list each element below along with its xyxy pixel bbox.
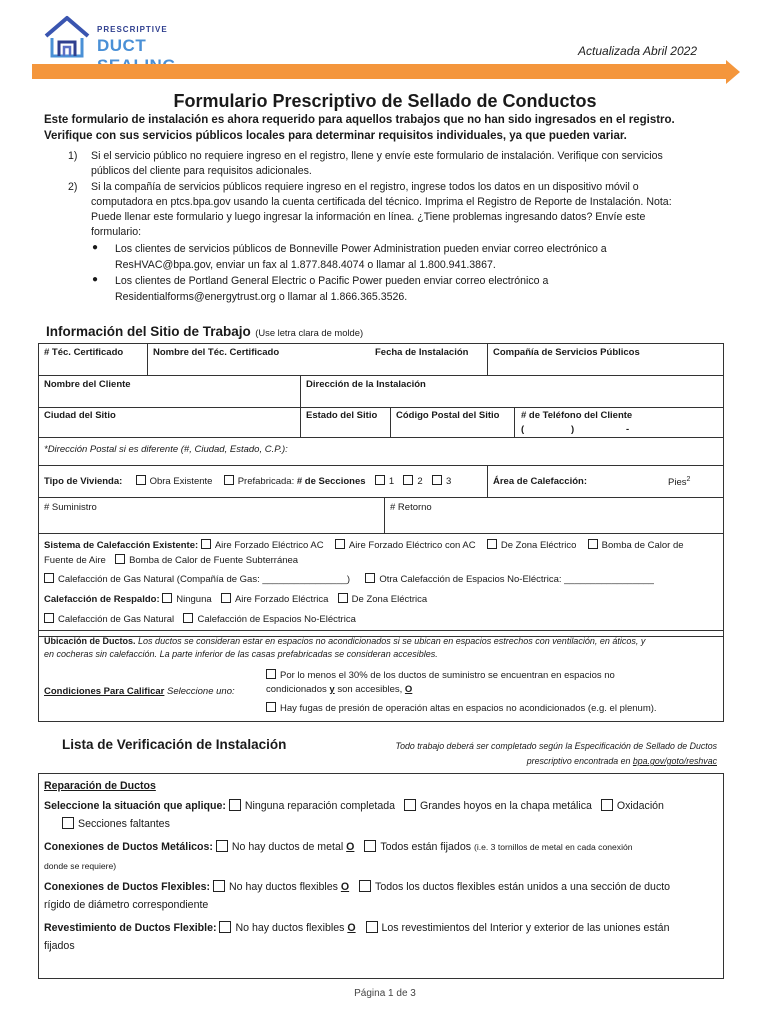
situation-opt1-label: Ninguna reparación completada — [244, 800, 396, 812]
heating-opt1-checkbox[interactable] — [201, 539, 211, 549]
checklist-heading: Lista de Verificación de Instalación — [62, 737, 287, 752]
intro-item-1-b: públicos del cliente para requisitos adicionales. — [91, 165, 312, 177]
site-heading — [46, 323, 363, 341]
heating-row-2 — [44, 554, 298, 566]
updated-date: Actualizada Abril 2022 — [578, 44, 697, 58]
qualify-opt2 — [266, 702, 657, 714]
duct-location-desc-b: en cocheras sin calefacción. La parte inferior de las casas prefabricadas se consideran accesibles. — [44, 649, 438, 659]
utility-field[interactable]: Compañía de Servicios Públicos — [493, 347, 640, 358]
flex-opt1-checkbox[interactable] — [213, 880, 225, 892]
situation-opt3-checkbox[interactable] — [601, 799, 613, 811]
lining-opt2-checkbox[interactable] — [366, 921, 378, 933]
qualify-opt2-text: Hay fugas de presión de operación altas en espacios no acondicionados (e.g. el plenum). — [280, 703, 657, 714]
lining-opt2-label-b: fijados — [44, 940, 75, 952]
housing-label: Tipo de Vivienda: — [44, 476, 123, 487]
repair-heading: Reparación de Ductos — [44, 780, 156, 792]
house-logo-icon — [42, 14, 92, 60]
sections-3-checkbox[interactable] — [432, 475, 442, 485]
bullet-dot-2: ● — [92, 274, 99, 285]
sections-1-checkbox[interactable] — [375, 475, 385, 485]
intro-item-2-c: Puede llenar este formulario y luego ingresar la información en línea. ¿Tiene problemas ingresando datos? Envíe este — [91, 211, 646, 223]
intro-item-1-num: 1) — [68, 150, 78, 162]
qualify-opt1-line2 — [266, 684, 412, 695]
backup-opt1-checkbox[interactable] — [162, 593, 172, 603]
phone-paren-open: ( — [521, 424, 525, 435]
backup-opt2-checkbox[interactable] — [221, 593, 231, 603]
intro-bullet-2-b: Residentialforms@energytrust.org o llamar al 1.866.365.3526. — [115, 291, 408, 303]
metal-label: Conexiones de Ductos Metálicos: — [44, 841, 213, 853]
heating-opt2-checkbox[interactable] — [335, 539, 345, 549]
metal-row — [44, 840, 633, 855]
duct-location-desc-a: Los ductos se consideran estar en espacios no acondicionados si se ubican en espacios estrechos con ventilación, en áticos, y — [138, 636, 646, 646]
situation-label: Seleccione la situación que aplique: — [44, 800, 226, 812]
backup-opt2-label: Aire Forzado Eléctrica — [234, 594, 329, 605]
flex-opt2-label: Todos los ductos flexibles están unidos a una sección de ducto — [375, 881, 671, 893]
qualify-opt1-text-c: son accesibles, — [337, 684, 403, 695]
housing-prefab-label: Prefabricada: — [237, 476, 295, 487]
phone-field[interactable]: # de Teléfono del Cliente — [521, 410, 633, 421]
install-date-field[interactable]: Fecha de Instalación — [375, 347, 469, 358]
logo — [42, 14, 212, 60]
situation-opt2-checkbox[interactable] — [404, 799, 416, 811]
situation-opt1-checkbox[interactable] — [229, 799, 241, 811]
heating-opt4-label-b: Fuente de Aire — [44, 555, 106, 566]
metal-or: O — [346, 841, 355, 853]
heating-opt6-checkbox[interactable] — [44, 573, 54, 583]
flex-opt1-label: No hay ductos flexibles — [228, 881, 338, 893]
logo-title: DUCT — [97, 36, 147, 55]
backup-opt3-label: De Zona Eléctrica — [351, 594, 428, 605]
intro-item-2-b: computadora en ptcs.bpa.gov usando la cuenta certificada del técnico. Imprima el Registro de Reporte de Instalación. Nota: — [91, 196, 672, 208]
page-title: Formulario Prescriptivo de Sellado de Conductos — [173, 91, 597, 111]
site-heading-note: (Use letra clara de molde) — [255, 327, 364, 338]
backup-opt4-label: Calefacción de Gas Natural — [58, 614, 175, 625]
heating-opt5-label: Bomba de Calor de Fuente Subterránea — [129, 555, 299, 566]
lining-row — [44, 921, 669, 936]
sections-2-checkbox[interactable] — [403, 475, 413, 485]
situation-opt2-label: Grandes hoyos en la chapa metálica — [419, 800, 592, 812]
backup-opt3-checkbox[interactable] — [338, 593, 348, 603]
intro-bullet-2-a: Los clientes de Portland General Electric o Pacific Power pueden enviar correo electrónico a — [115, 275, 549, 287]
return-field[interactable]: # Retorno — [390, 502, 432, 513]
zip-field[interactable]: Código Postal del Sitio — [396, 410, 500, 421]
feet-unit-sup: 2 — [686, 476, 691, 483]
metal-note: (i.e. 3 tornillos de metal en cada conexión — [473, 842, 633, 852]
tech-number-field[interactable]: # Téc. Certificado — [44, 347, 124, 358]
situation-opt3-label: Oxidación — [616, 800, 664, 812]
heating-opt1-label: Aire Forzado Eléctrico AC — [214, 540, 324, 551]
sections-2-label: 2 — [417, 476, 423, 487]
flex-label: Conexiones de Ductos Flexibles: — [44, 881, 211, 893]
heating-label: Sistema de Calefacción Existente: — [44, 540, 199, 551]
heating-opt4-label: Bomba de Calor de — [601, 540, 684, 551]
header-arrow-bar — [32, 64, 726, 79]
duct-location-text-a — [44, 636, 645, 646]
heating-row-3 — [44, 573, 654, 585]
metal-opt2-checkbox[interactable] — [364, 840, 376, 852]
qualify-opt1 — [266, 669, 615, 681]
checklist-note-b-group — [527, 756, 717, 766]
qualify-opt1-text-a: Por lo menos el 30% de los ductos de suministro se encuentran en espacios no — [280, 670, 615, 681]
heating-opt3-label: De Zona Eléctrico — [500, 540, 577, 551]
intro-line-1: Este formulario de instalación es ahora requerido para aquellos trabajos que no han sido ingresados en el registro. — [44, 114, 675, 126]
sections-1-label: 1 — [388, 476, 395, 487]
housing-prefab-checkbox[interactable] — [224, 475, 234, 485]
qualify-opt1-text-b: condicionados — [266, 684, 327, 695]
heating-opt3-checkbox[interactable] — [487, 539, 497, 549]
feet-unit-text: Pies — [668, 477, 687, 489]
housing-existing-label: Obra Existente — [149, 476, 213, 487]
intro-bullet-1-b: ResHVAC@bpa.gov, enviar un fax al 1.877.848.4074 o llamar al 1.800.941.3867. — [115, 259, 496, 271]
duct-location-label: Ubicación de Ductos. — [44, 636, 136, 646]
feet-unit — [668, 476, 690, 488]
housing-row — [44, 475, 451, 487]
heating-opt5-checkbox[interactable] — [115, 554, 125, 564]
city-field[interactable]: Ciudad del Sitio — [44, 410, 116, 421]
checklist-note-b: prescriptivo encontrada en — [526, 756, 631, 766]
situation-row-2 — [62, 817, 170, 832]
heating-opt2-label: Aire Forzado Eléctrico con AC — [348, 540, 476, 551]
lining-label: Revestimiento de Ductos Flexible: — [44, 922, 217, 934]
intro-bullet-1-a: Los clientes de servicios públicos de Bonneville Power Administration pueden enviar correo electrónico a — [115, 243, 607, 255]
state-field[interactable]: Estado del Sitio — [306, 410, 378, 421]
backup-opt4-checkbox[interactable] — [44, 613, 54, 623]
heating-opt7-checkbox[interactable] — [365, 573, 375, 583]
postal-address-field[interactable]: *Dirección Postal si es diferente (#, Ciudad, Estado, C.P.): — [44, 444, 288, 455]
logo-subtitle: PRESCRIPTIVE — [97, 25, 168, 34]
lining-opt1-checkbox[interactable] — [219, 921, 231, 933]
metal-opt1-label: No hay ductos de metal — [231, 841, 344, 853]
situation-opt4-label: Secciones faltantes — [78, 818, 170, 830]
install-address-field[interactable]: Dirección de la Instalación — [306, 379, 426, 390]
qualify-opt1-y: y — [329, 684, 335, 695]
client-name-field[interactable]: Nombre del Cliente — [44, 379, 131, 390]
backup-opt5-label: Calefacción de Espacios No-Eléctrica — [197, 614, 356, 625]
backup-opt5-checkbox[interactable] — [183, 613, 193, 623]
flex-opt2-checkbox[interactable] — [359, 880, 371, 892]
flex-row — [44, 880, 670, 895]
phone-dash: - — [626, 424, 630, 435]
metal-note-b: donde se requiere) — [44, 861, 117, 871]
housing-existing-checkbox[interactable] — [136, 475, 146, 485]
checklist-note-a: Todo trabajo deberá ser completado según la Especificación de Sellado de Ductos — [395, 741, 717, 751]
situation-row — [44, 799, 664, 814]
intro-item-2-d: formulario: — [91, 226, 142, 238]
supply-field[interactable]: # Suministro — [44, 502, 97, 513]
qualify-opt2-checkbox[interactable] — [266, 702, 276, 712]
qualify-opt1-o: O — [404, 684, 413, 695]
qualify-select: Seleccione uno: — [167, 686, 235, 697]
metal-opt2-label: Todos están fijados — [380, 841, 472, 853]
header-arrow-head — [726, 60, 740, 84]
intro-item-2-a: Si la compañía de servicios públicos requiere ingreso en el registro, ingrese todos los datos en un dispositivo móvil o — [91, 181, 639, 193]
lining-opt1-label: No hay ductos flexibles — [235, 922, 345, 934]
site-heading-text: Información del Sitio de Trabajo — [46, 324, 251, 339]
qualify-opt1-checkbox[interactable] — [266, 669, 276, 679]
page-number: Página 1 de 3 — [354, 988, 416, 999]
heating-row-1 — [44, 539, 684, 551]
qualify-label-group — [44, 686, 235, 697]
situation-opt4-checkbox[interactable] — [62, 817, 74, 829]
heating-opt6-label: Calefacción de Gas Natural (Compañía de Gas: ________________) — [58, 574, 351, 585]
phone-paren-close: ) — [571, 424, 575, 435]
lining-or: O — [347, 922, 356, 934]
metal-opt1-checkbox[interactable] — [216, 840, 228, 852]
flex-or: O — [340, 881, 350, 893]
backup-row-2 — [44, 613, 356, 625]
backup-row-1 — [44, 593, 427, 605]
checklist-note-link[interactable]: bpa.gov/goto/reshvac — [632, 756, 717, 766]
intro-item-1-a: Si el servicio público no requiere ingreso en el registro, llene y envíe este formulario de instalación. Verifique con servicios — [91, 150, 663, 162]
tech-name-field[interactable]: Nombre del Téc. Certificado — [153, 347, 280, 358]
lining-opt2-label: Los revestimientos del Interior y exterior de las uniones están — [381, 922, 670, 934]
bullet-dot-1: ● — [92, 242, 99, 253]
heated-area-field[interactable]: Área de Calefacción: — [493, 476, 587, 487]
intro-item-2-num: 2) — [68, 181, 78, 193]
qualify-label: Condiciones Para Calificar — [44, 686, 165, 697]
backup-opt1-label: Ninguna — [176, 594, 212, 605]
sections-3-label: 3 — [445, 476, 452, 487]
backup-label: Calefacción de Respaldo: — [44, 594, 160, 605]
intro-line-2: Verifique con sus servicios públicos locales para determinar requisitos individuales, ya que pueden variar. — [44, 130, 627, 142]
heating-opt4-checkbox[interactable] — [588, 539, 598, 549]
heating-opt7-label: Otra Calefacción de Espacios No-Eléctrica: _________________ — [379, 574, 654, 585]
flex-opt2-label-b: rígido de diámetro correspondiente — [44, 899, 209, 911]
sections-label: # de Secciones — [296, 476, 366, 487]
